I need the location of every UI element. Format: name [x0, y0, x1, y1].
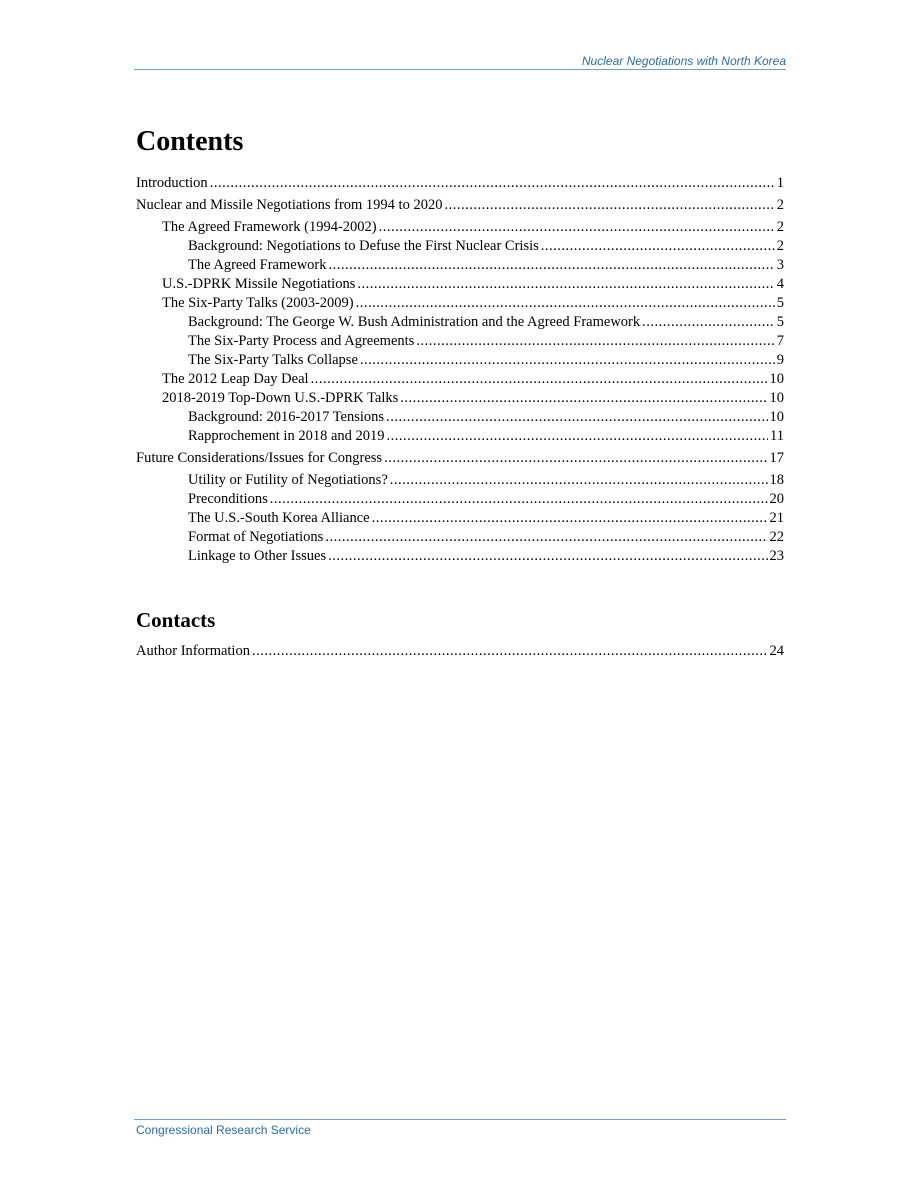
- toc-entry-title: Linkage to Other Issues: [188, 548, 327, 564]
- toc-dot-leader: [360, 351, 775, 370]
- toc-entry[interactable]: [136, 256, 784, 275]
- toc-entry-title: U.S.-DPRK Missile Negotiations: [162, 276, 356, 292]
- toc-entry-title: The 2012 Leap Day Deal: [162, 371, 309, 387]
- toc-entry-title: Utility or Futility of Negotiations?: [188, 472, 388, 488]
- toc-entry[interactable]: [136, 196, 784, 215]
- toc-entry[interactable]: [136, 509, 784, 528]
- toc-entry[interactable]: [136, 351, 784, 370]
- toc-dot-leader: [384, 449, 767, 468]
- toc-dot-leader: [270, 490, 768, 509]
- toc-entry[interactable]: [136, 547, 784, 566]
- toc-dot-leader: [379, 218, 775, 237]
- toc-entry[interactable]: [136, 389, 784, 408]
- toc-entry[interactable]: [136, 332, 784, 351]
- toc-dot-leader: [356, 294, 775, 313]
- footer-divider: [134, 1119, 786, 1120]
- toc-page-number: 23: [769, 548, 784, 564]
- toc-page-number: 10: [769, 409, 784, 425]
- toc-entry-title: The Agreed Framework (1994-2002): [162, 219, 377, 235]
- toc-page-number: 21: [769, 510, 784, 526]
- toc-dot-leader: [252, 642, 768, 661]
- toc-page-number: 11: [770, 428, 784, 444]
- toc-page-number: 22: [769, 529, 784, 545]
- toc-entry[interactable]: [136, 528, 784, 547]
- toc-entry[interactable]: [136, 427, 784, 446]
- toc-page-number: 2: [776, 219, 784, 235]
- toc-entry-title: 2018-2019 Top-Down U.S.-DPRK Talks: [162, 390, 399, 406]
- toc-entry[interactable]: [136, 449, 784, 468]
- running-header-title: Nuclear Negotiations with North Korea: [581, 54, 786, 68]
- toc-entry-title: Background: 2016-2017 Tensions: [188, 409, 385, 425]
- toc-page-number: 17: [769, 450, 784, 466]
- toc-entry[interactable]: [136, 174, 784, 193]
- toc-entry-title: Future Considerations/Issues for Congress: [136, 450, 383, 466]
- footer-org-name: Congressional Research Service: [136, 1123, 311, 1137]
- toc-page-number: 18: [769, 472, 784, 488]
- toc-page-number: 20: [769, 491, 784, 507]
- toc-page-number: 5: [776, 295, 784, 311]
- toc-entry-title: Background: Negotiations to Defuse the First Nuclear Crisis: [188, 238, 539, 254]
- toc-entry[interactable]: [136, 294, 784, 313]
- toc-entry[interactable]: [136, 490, 784, 509]
- toc-dot-leader: [210, 174, 775, 193]
- toc-entry[interactable]: [136, 642, 784, 661]
- toc-dot-leader: [311, 370, 768, 389]
- toc-entry-title: The Six-Party Process and Agreements: [188, 333, 415, 349]
- contacts-list: [136, 642, 784, 661]
- header-divider: [134, 69, 786, 70]
- toc-page-number: 10: [769, 390, 784, 406]
- toc-entry-title: The U.S.-South Korea Alliance: [188, 510, 370, 526]
- toc-dot-leader: [387, 427, 769, 446]
- toc-entry[interactable]: [136, 408, 784, 427]
- toc-entry-title: The Six-Party Talks (2003-2009): [162, 295, 354, 311]
- toc-dot-leader: [372, 509, 768, 528]
- toc-page-number: 2: [776, 197, 784, 213]
- toc-entry[interactable]: [136, 313, 784, 332]
- toc-entry-title: Author Information: [136, 643, 250, 659]
- toc-page-number: 10: [769, 371, 784, 387]
- toc-page-number: 1: [776, 175, 784, 191]
- toc-page-number: 24: [769, 643, 784, 659]
- toc-entry-title: Nuclear and Missile Negotiations from 1994 to 2020: [136, 197, 443, 213]
- toc-dot-leader: [325, 528, 767, 547]
- toc-dot-leader: [329, 256, 775, 275]
- toc-dot-leader: [541, 237, 775, 256]
- toc-dot-leader: [328, 547, 767, 566]
- toc-dot-leader: [642, 313, 775, 332]
- toc-dot-leader: [386, 408, 767, 427]
- toc-entry-title: Background: The George W. Bush Administration and the Agreed Framework: [188, 314, 641, 330]
- toc-page-number: 4: [776, 276, 784, 292]
- toc-entry[interactable]: [136, 218, 784, 237]
- toc-entry[interactable]: [136, 237, 784, 256]
- toc-page-number: 9: [776, 352, 784, 368]
- contacts-heading: Contacts: [136, 608, 216, 632]
- toc-entry[interactable]: [136, 370, 784, 389]
- toc-entry-title: The Six-Party Talks Collapse: [188, 352, 358, 368]
- toc-dot-leader: [400, 389, 767, 408]
- toc-page-number: 5: [776, 314, 784, 330]
- toc-entry-title: Introduction: [136, 175, 208, 191]
- toc-entry-title: Preconditions: [188, 491, 268, 507]
- toc-dot-leader: [390, 471, 768, 490]
- toc-entry-title: Format of Negotiations: [188, 529, 324, 545]
- toc-dot-leader: [444, 196, 774, 215]
- toc-entry-title: Rapprochement in 2018 and 2019: [188, 428, 385, 444]
- toc-page-number: 3: [776, 257, 784, 273]
- toc-dot-leader: [416, 332, 774, 351]
- table-of-contents: [136, 174, 784, 566]
- toc-entry[interactable]: [136, 471, 784, 490]
- toc-dot-leader: [357, 275, 774, 294]
- toc-entry[interactable]: [136, 275, 784, 294]
- toc-page-number: 7: [776, 333, 784, 349]
- toc-page-number: 2: [776, 238, 784, 254]
- contents-heading: Contents: [136, 126, 244, 157]
- toc-entry-title: The Agreed Framework: [188, 257, 327, 273]
